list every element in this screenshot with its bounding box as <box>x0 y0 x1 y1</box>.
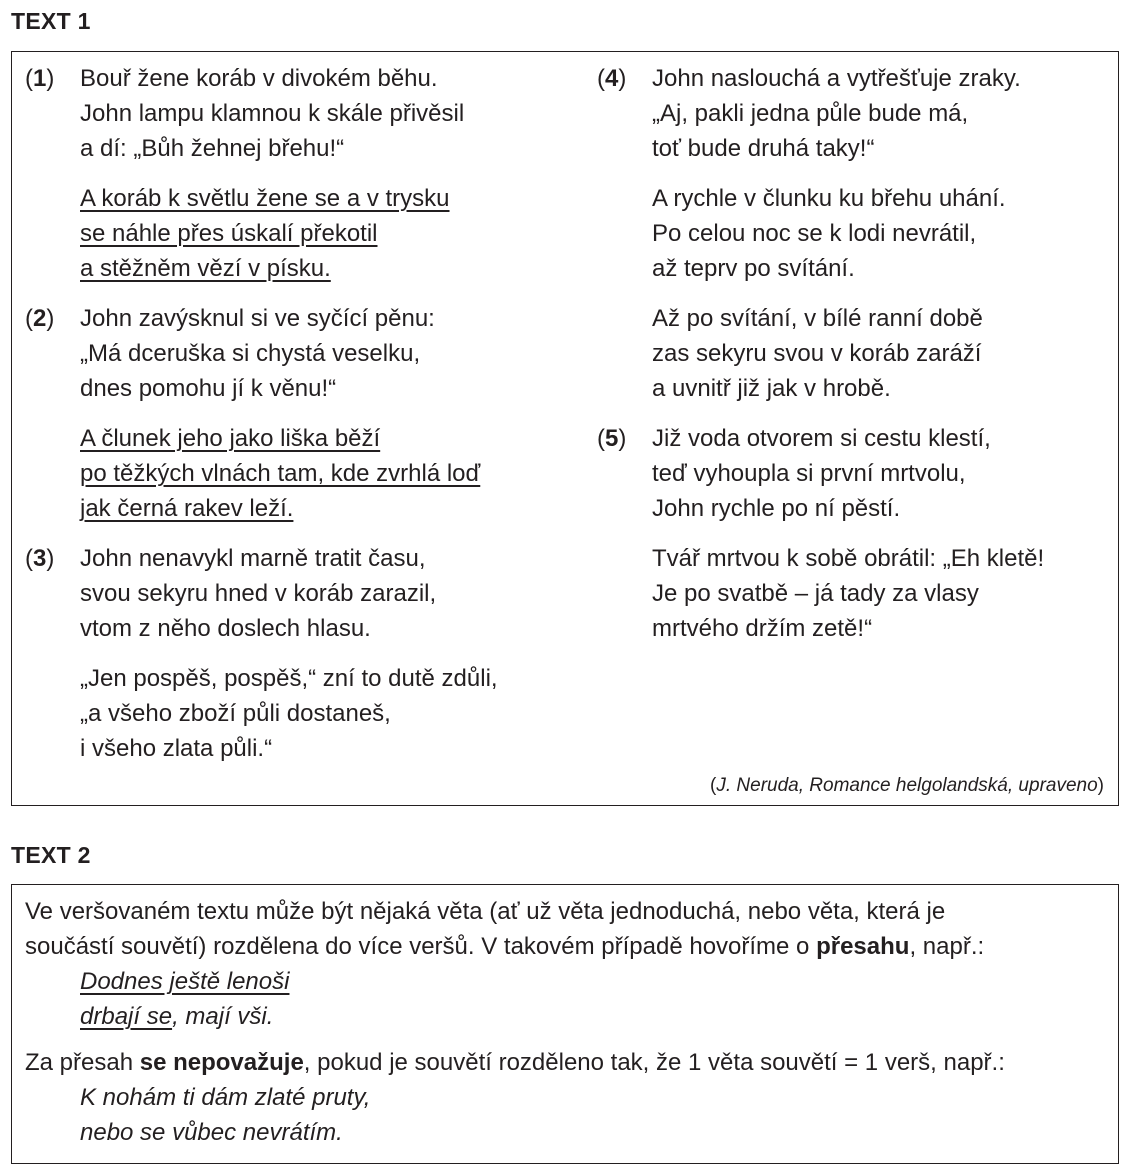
stanza-1 <box>25 61 570 286</box>
verse-line: Po celou noc se k lodi nevrátil, <box>652 220 977 247</box>
verse-line <box>80 251 570 286</box>
verse-line: Je po svatbě – já tady za vlasy <box>652 580 979 607</box>
verse-text-underlined: jak černá rakev leží. <box>80 495 294 522</box>
stanza-paragraph <box>80 181 570 286</box>
stanza-number-value: 1 <box>33 65 47 92</box>
stanza-number-value: 2 <box>33 305 47 332</box>
text2-paragraph-1 <box>25 894 1110 964</box>
stanza-paragraph <box>80 541 570 646</box>
stanza-paragraph <box>80 61 570 166</box>
verse-line <box>80 491 570 526</box>
verse-line: John rychle po ní pěstí. <box>652 495 901 522</box>
stanza-number: (1) <box>25 65 55 92</box>
verse-line: Tvář mrtvou k sobě obrátil: „Eh kletě! <box>652 545 1045 572</box>
example-1 <box>25 964 1110 1034</box>
poem-right-column <box>597 61 1112 661</box>
verse-text-underlined: se náhle přes úskalí překotil <box>80 220 378 247</box>
text-span: , mají vši. <box>172 1003 274 1030</box>
stanza-2 <box>25 301 570 526</box>
example-line <box>80 999 1110 1034</box>
verse-line: John zavýsknul si ve syčící pěnu: <box>80 305 435 332</box>
verse-line: toť bude druhá taky!“ <box>652 135 875 162</box>
stanza-paragraph <box>652 181 1112 286</box>
poem-source: (J. Neruda, Romance helgolandská, upraveno) <box>710 775 1104 796</box>
verse-line: teď vyhoupla si první mrtvolu, <box>652 460 966 487</box>
stanza-number-value: 4 <box>605 65 619 92</box>
stanza-number-value: 3 <box>33 545 47 572</box>
text2-line: Ve veršovaném textu může být nějaká věta (ať už věta jednoduchá, nebo věta, která je <box>25 898 946 925</box>
verse-text-underlined: a stěžněm vězí v písku. <box>80 255 331 282</box>
text1-box <box>11 51 1119 806</box>
text2-box <box>11 884 1119 1164</box>
example-2 <box>25 1080 1110 1150</box>
text2-body <box>25 894 1110 1150</box>
stanza-number: (5) <box>597 425 627 452</box>
verse-line: dnes pomohu jí k věnu!“ <box>80 375 337 402</box>
stanza-number: (3) <box>25 545 55 572</box>
verse-line: svou sekyru hned v koráb zarazil, <box>80 580 437 607</box>
verse-text-underlined: A člunek jeho jako liška běží <box>80 425 381 452</box>
stanza-4 <box>597 61 1112 406</box>
text-span: součástí souvětí) rozdělena do více veršů. V takovém případě hovoříme o <box>25 933 817 960</box>
verse-line <box>80 421 570 456</box>
poem-left-column <box>25 61 570 781</box>
text2-line <box>25 929 1110 964</box>
verse-line: Již voda otvorem si cestu klestí, <box>652 425 991 452</box>
verse-line: zas sekyru svou v koráb zaráží <box>652 340 982 367</box>
example-underlined: drbají se <box>80 1003 173 1030</box>
text1-heading: TEXT 1 <box>11 8 91 34</box>
stanza-paragraph <box>80 301 570 406</box>
example-line: Dodnes ještě lenoši <box>80 968 290 995</box>
stanza-paragraph <box>80 421 570 526</box>
text2-line <box>25 1045 1110 1080</box>
stanza-number: (4) <box>597 65 627 92</box>
verse-line: Až po svítání, v bílé ranní době <box>652 305 983 332</box>
verse-line: až teprv po svítání. <box>652 255 855 282</box>
verse-text-underlined: A koráb k světlu žene se a v trysku <box>80 185 450 212</box>
verse-line: a dí: „Bůh žehnej břehu!“ <box>80 135 345 162</box>
verse-line: Bouř žene koráb v divokém běhu. <box>80 65 438 92</box>
text2-heading: TEXT 2 <box>11 842 91 868</box>
text-span: , pokud je souvětí rozděleno tak, že 1 věta souvětí = 1 verš, např.: <box>303 1049 1005 1076</box>
stanza-paragraph <box>652 421 1112 526</box>
term-presah: přesahu <box>816 933 910 960</box>
verse-line: A rychle v člunku ku břehu uhání. <box>652 185 1006 212</box>
verse-line <box>80 456 570 491</box>
stanza-paragraph <box>652 61 1112 166</box>
stanza-5 <box>597 421 1112 646</box>
stanza-paragraph <box>652 301 1112 406</box>
stanza-number-value: 5 <box>605 425 619 452</box>
stanza-number: (2) <box>25 305 55 332</box>
verse-line: „Aj, pakli jedna půle bude má, <box>652 100 969 127</box>
text-span: , např.: <box>909 933 985 960</box>
verse-line: i všeho zlata půli.“ <box>80 735 273 762</box>
verse-line: John lampu klamnou k skále přivěsil <box>80 100 465 127</box>
verse-line: John naslouchá a vytřešťuje zraky. <box>652 65 1021 92</box>
stanza-3 <box>25 541 570 766</box>
verse-line: vtom z něho doslech hlasu. <box>80 615 371 642</box>
verse-text-underlined: po těžkých vlnách tam, kde zvrhlá loď <box>80 460 481 487</box>
text-span: Za přesah <box>25 1049 140 1076</box>
term-nepovazuje: se nepovažuje <box>139 1049 304 1076</box>
source-citation: J. Neruda, Romance helgolandská, upraveno <box>716 775 1098 796</box>
verse-line: „Má dceruška si chystá veselku, <box>80 340 421 367</box>
stanza-paragraph <box>80 661 570 766</box>
example-line: nebo se vůbec nevrátím. <box>80 1119 343 1146</box>
verse-line: „a všeho zboží půli dostaneš, <box>80 700 391 727</box>
verse-line: a uvnitř již jak v hrobě. <box>652 375 891 402</box>
verse-line <box>80 216 570 251</box>
verse-line: „Jen pospěš, pospěš,“ zní to dutě zdůli, <box>80 665 498 692</box>
stanza-paragraph <box>652 541 1112 646</box>
example-line: K nohám ti dám zlaté pruty, <box>80 1084 371 1111</box>
text2-paragraph-2 <box>25 1045 1110 1080</box>
verse-line <box>80 181 570 216</box>
verse-line: John nenavykl marně tratit času, <box>80 545 426 572</box>
verse-line: mrtvého držím zetě!“ <box>652 615 873 642</box>
